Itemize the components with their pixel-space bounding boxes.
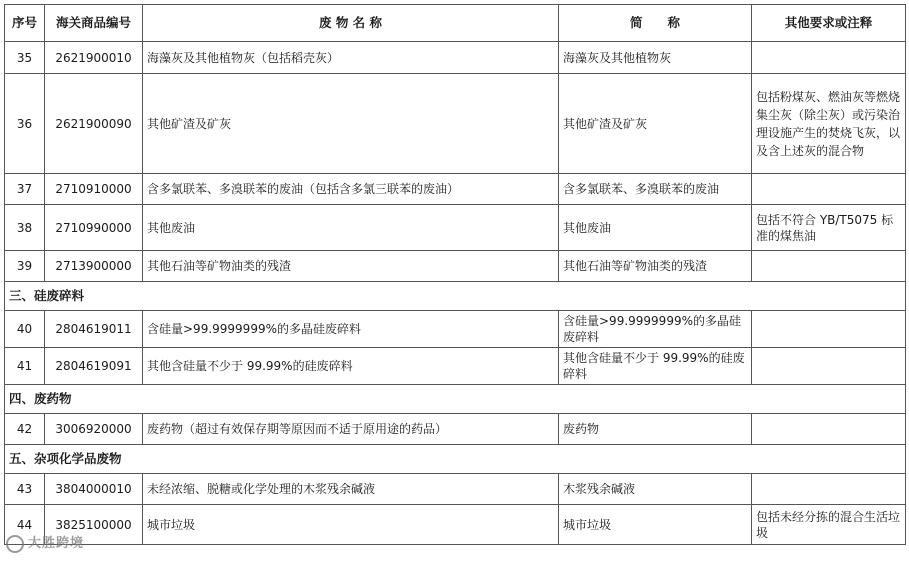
section-row — [5, 385, 906, 414]
section-row — [5, 445, 906, 474]
row-code: 2621900090 — [45, 74, 143, 174]
row-note — [752, 251, 906, 282]
row-code: 2713900000 — [45, 251, 143, 282]
row-name: 含多氯联苯、多溴联苯的废油（包括含多氯三联苯的废油） — [143, 174, 559, 205]
row-name: 城市垃圾 — [143, 505, 559, 545]
header-hs-code: 海关商品编号 — [45, 5, 143, 42]
row-name: 海藻灰及其他植物灰（包括稻壳灰） — [143, 42, 559, 74]
row-code: 2804619091 — [45, 348, 143, 385]
row-seq: 41 — [5, 348, 45, 385]
row-code: 2621900010 — [45, 42, 143, 74]
row-note: 包括粉煤灰、燃油灰等燃烧集尘灰（除尘灰）或污染治理设施产生的焚烧飞灰，以及含上述灰的混合物 — [752, 74, 906, 174]
header-short: 简 称 — [559, 5, 752, 42]
row-code: 3825100000 — [45, 505, 143, 545]
row-note — [752, 348, 906, 385]
row-short: 其他含硅量不少于 99.99%的硅废碎料 — [559, 348, 752, 385]
row-note — [752, 311, 906, 348]
header-name: 废 物 名 称 — [143, 5, 559, 42]
row-seq: 37 — [5, 174, 45, 205]
row-short: 含多氯联苯、多溴联苯的废油 — [559, 174, 752, 205]
header-note: 其他要求或注释 — [752, 5, 906, 42]
row-note — [752, 174, 906, 205]
row-code: 3804000010 — [45, 474, 143, 505]
row-name: 未经浓缩、脱糖或化学处理的木浆残余碱液 — [143, 474, 559, 505]
table-row — [5, 42, 906, 74]
section-row — [5, 282, 906, 311]
table-row — [5, 205, 906, 251]
section-title-silicon: 三、硅废碎料 — [5, 282, 906, 311]
row-code: 2710990000 — [45, 205, 143, 251]
row-code: 2710910000 — [45, 174, 143, 205]
row-seq: 44 — [5, 505, 45, 545]
row-note: 包括不符合 YB/T5075 标准的煤焦油 — [752, 205, 906, 251]
table-row — [5, 311, 906, 348]
section-title-chemicals: 五、杂项化学品废物 — [5, 445, 906, 474]
row-short: 含硅量>99.9999999%的多晶硅废碎料 — [559, 311, 752, 348]
table-row — [5, 251, 906, 282]
row-seq: 43 — [5, 474, 45, 505]
row-note — [752, 474, 906, 505]
table-row — [5, 174, 906, 205]
row-name: 其他矿渣及矿灰 — [143, 74, 559, 174]
row-name: 其他废油 — [143, 205, 559, 251]
row-name: 其他含硅量不少于 99.99%的硅废碎料 — [143, 348, 559, 385]
row-short: 海藻灰及其他植物灰 — [559, 42, 752, 74]
row-short: 其他石油等矿物油类的残渣 — [559, 251, 752, 282]
section-title-drugs: 四、废药物 — [5, 385, 906, 414]
row-code: 3006920000 — [45, 414, 143, 445]
watermark-text: 大胜跨境 — [28, 536, 85, 551]
row-name: 废药物（超过有效保存期等原因而不适于原用途的药品） — [143, 414, 559, 445]
table-row — [5, 74, 906, 174]
row-name: 其他石油等矿物油类的残渣 — [143, 251, 559, 282]
row-short: 城市垃圾 — [559, 505, 752, 545]
row-note: 包括未经分拣的混合生活垃圾 — [752, 505, 906, 545]
row-seq: 35 — [5, 42, 45, 74]
header-seq: 序号 — [5, 5, 45, 42]
row-seq: 38 — [5, 205, 45, 251]
row-name: 含硅量>99.9999999%的多晶硅废碎料 — [143, 311, 559, 348]
row-note — [752, 42, 906, 74]
table-row — [5, 348, 906, 385]
table-row — [5, 474, 906, 505]
waste-table — [4, 4, 906, 545]
row-seq: 42 — [5, 414, 45, 445]
row-note — [752, 414, 906, 445]
table-row — [5, 505, 906, 545]
row-seq: 36 — [5, 74, 45, 174]
row-short: 其他矿渣及矿灰 — [559, 74, 752, 174]
row-seq: 39 — [5, 251, 45, 282]
row-short: 其他废油 — [559, 205, 752, 251]
row-short: 废药物 — [559, 414, 752, 445]
table-row — [5, 414, 906, 445]
row-code: 2804619011 — [45, 311, 143, 348]
row-short: 木浆残余碱液 — [559, 474, 752, 505]
row-seq: 40 — [5, 311, 45, 348]
header-row — [5, 5, 906, 42]
